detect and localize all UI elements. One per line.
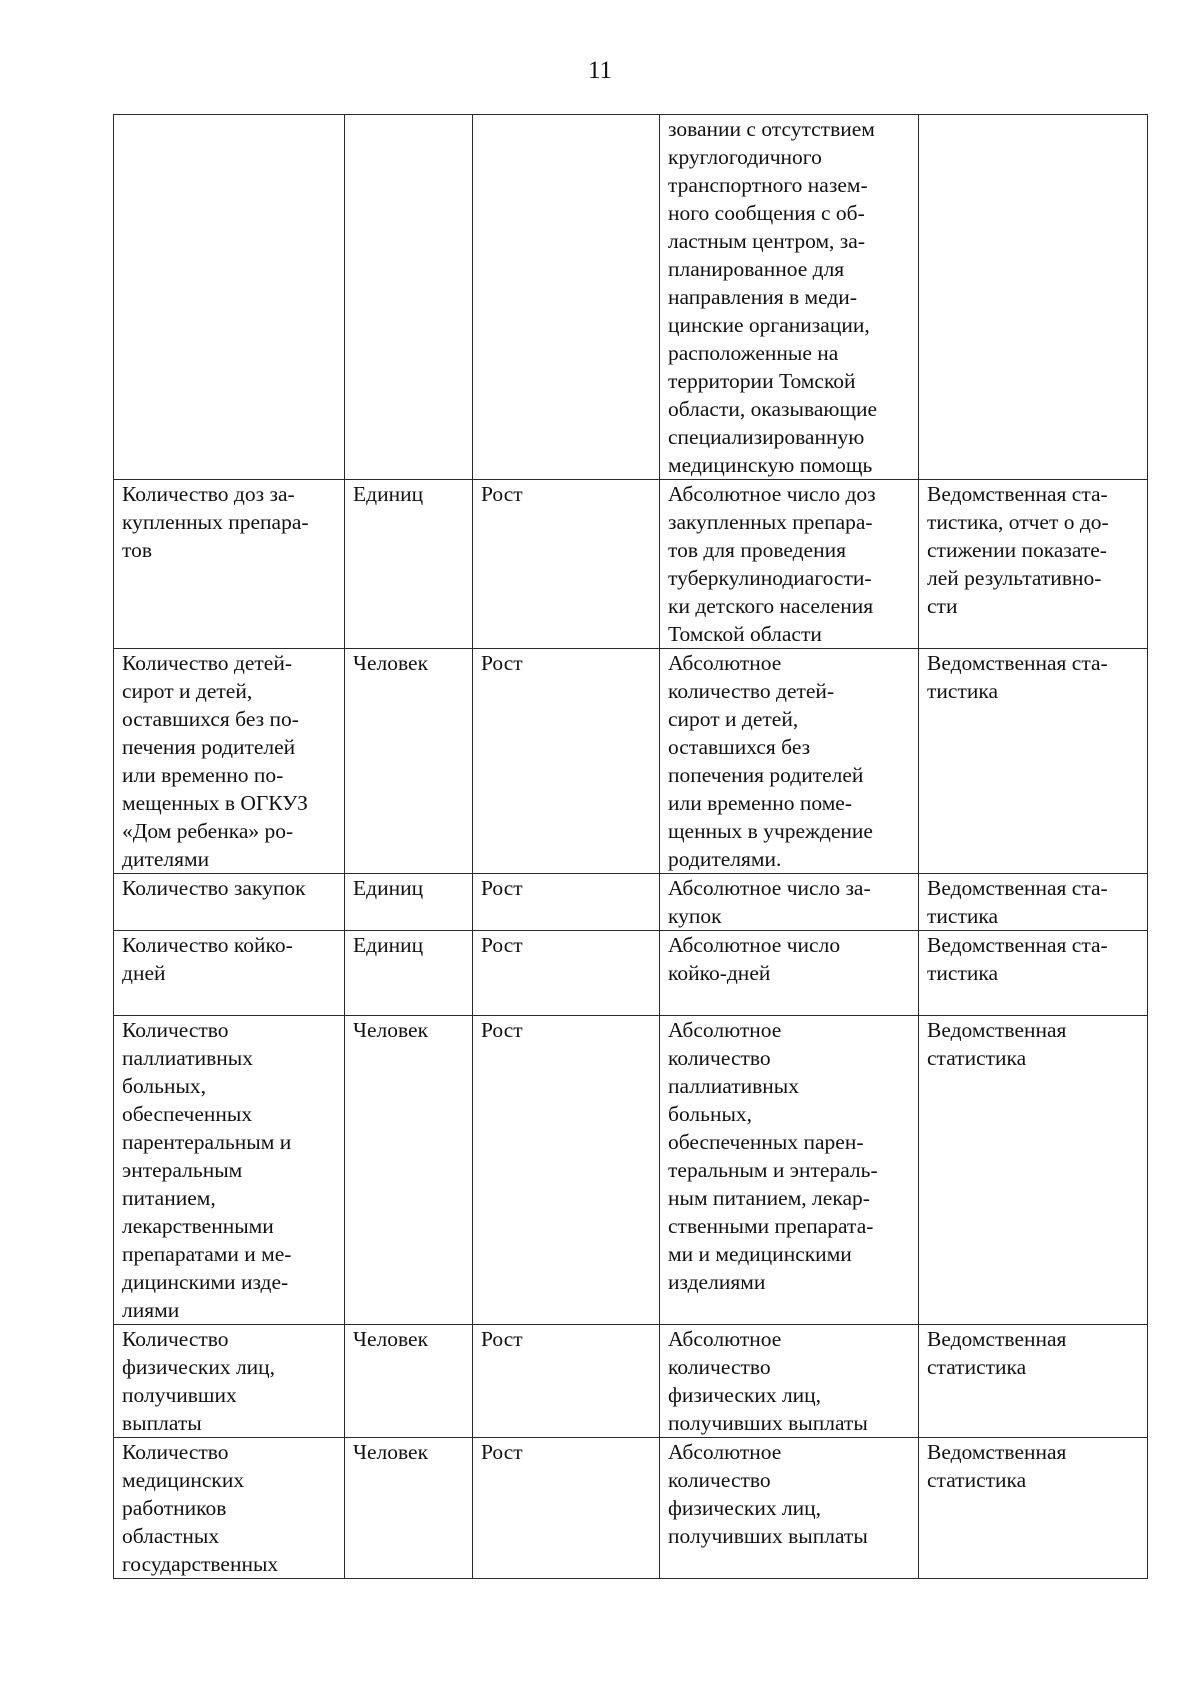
trend-cell: Рост [473,931,660,1016]
indicator-name-cell: Количество детей- сирот и детей, оставшихся без по- печения родителей или временно по- мещенных в ОГКУЗ «Дом ребенка» ро- дителями [114,649,345,874]
table-row [114,649,1148,874]
unit-cell: Человек [345,1438,473,1579]
page-number: 11 [587,57,613,84]
description-cell: Абсолютное количество детей- сирот и детей, оставшихся без попечения родителей или временно поме- щенных в учреждение родителями. [660,649,919,874]
source-cell: Ведомственная ста- тистика [919,931,1148,1016]
description-cell: Абсолютное количество паллиативных больных, обеспеченных парен- теральным и энтераль- ным питанием, лекар- ственными препарата- ми и медицинскими изделиями [660,1016,919,1325]
unit-cell: Единиц [345,874,473,931]
description-cell: Абсолютное число доз закупленных препара- тов для проведения туберкулинодиагости- ки детского населения Томской области [660,480,919,649]
indicator-name-cell: Количество паллиативных больных, обеспеченных парентеральным и энтеральным питанием, лекарственными препаратами и ме- дицинскими изде- лиями [114,1016,345,1325]
source-cell: Ведомственная статистика [919,1438,1148,1579]
unit-cell: Человек [345,649,473,874]
indicator-name-cell: Количество койко- дней [114,931,345,1016]
trend-cell: Рост [473,1016,660,1325]
source-cell: Ведомственная статистика [919,1016,1148,1325]
table-row [114,1325,1148,1438]
source-cell [919,115,1148,480]
unit-cell [345,115,473,480]
table-row [114,480,1148,649]
trend-cell: Рост [473,649,660,874]
trend-cell: Рост [473,874,660,931]
indicator-table [113,114,1148,1579]
source-cell: Ведомственная статистика [919,1325,1148,1438]
description-cell: Абсолютное количество физических лиц, получивших выплаты [660,1438,919,1579]
description-cell: Абсолютное число за- купок [660,874,919,931]
table-row [114,1016,1148,1325]
source-cell: Ведомственная ста- тистика [919,874,1148,931]
unit-cell: Единиц [345,480,473,649]
trend-cell: Рост [473,1325,660,1438]
unit-cell: Единиц [345,931,473,1016]
indicator-name-cell: Количество медицинских работников областных государственных [114,1438,345,1579]
source-cell: Ведомственная ста- тистика [919,649,1148,874]
trend-cell [473,115,660,480]
indicator-name-cell [114,115,345,480]
trend-cell: Рост [473,480,660,649]
trend-cell: Рост [473,1438,660,1579]
table-row [114,115,1148,480]
description-cell: Абсолютное число койко-дней [660,931,919,1016]
indicator-name-cell: Количество доз за- купленных препара- тов [114,480,345,649]
description-cell: Абсолютное количество физических лиц, получивших выплаты [660,1325,919,1438]
unit-cell: Человек [345,1016,473,1325]
table-row [114,1438,1148,1579]
description-cell: зовании с отсутствием круглогодичного транспортного назем- ного сообщения с об- ластным центром, за- планированное для направления в меди- цинские организации, расположенные на территории Томской области, оказывающие специализированную медицинскую помощь [660,115,919,480]
table-row [114,931,1148,1016]
indicator-name-cell: Количество физических лиц, получивших выплаты [114,1325,345,1438]
table-row [114,874,1148,931]
unit-cell: Человек [345,1325,473,1438]
indicator-name-cell: Количество закупок [114,874,345,931]
source-cell: Ведомственная ста- тистика, отчет о до- стижении показате- лей результативно- сти [919,480,1148,649]
